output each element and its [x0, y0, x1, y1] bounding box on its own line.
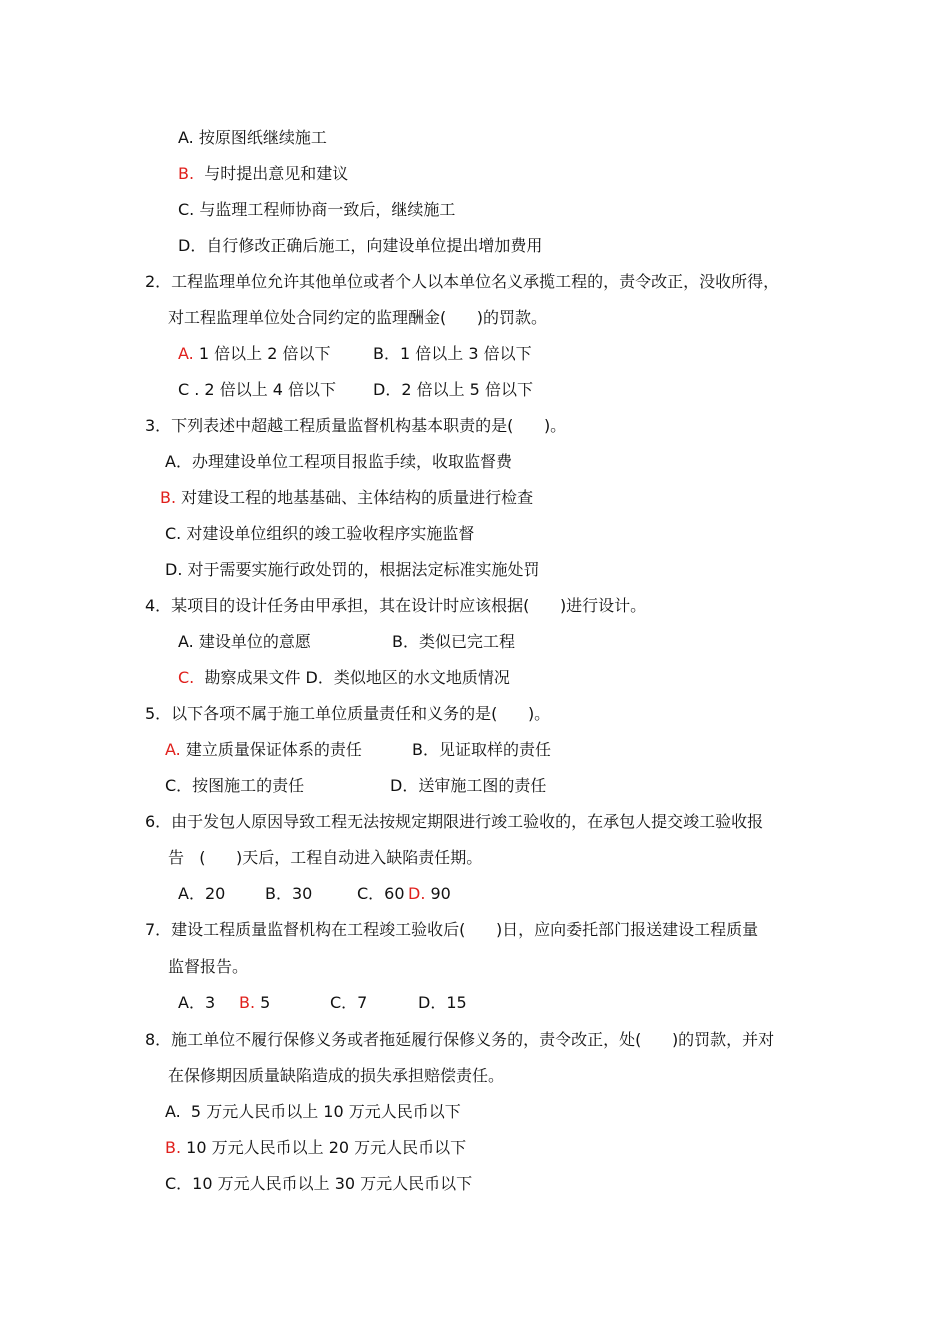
q7-stem-line2: 监督报告。	[168, 957, 249, 976]
option-text: 与时提出意见和建议	[204, 164, 349, 183]
q4-option-b: B．类似已完工程	[392, 632, 515, 651]
q6-option-d	[408, 884, 451, 904]
answer-label: B.	[165, 1138, 182, 1157]
q1-option-c: C. 与监理工程师协商一致后，继续施工	[178, 200, 456, 219]
q8-option-a: A. 5 万元人民币以上 10 万元人民币以下	[165, 1102, 461, 1121]
q2-option-d: D．2 倍以上 5 倍以下	[373, 380, 533, 399]
q2-stem-line2: 对工程监理单位处合同约定的监理酬金( )的罚款。	[168, 308, 548, 327]
q2-stem-line1: 2．工程监理单位允许其他单位或者个人以本单位名义承揽工程的，责令改正，没收所得，	[145, 272, 780, 291]
q5-option-a	[165, 740, 362, 760]
q7-stem-line1: 7．建设工程质量监督机构在工程竣工验收后( )日，应向委托部门报送建设工程质量	[145, 920, 759, 939]
answer-label: A.	[178, 344, 194, 363]
q6-stem-line1: 6．由于发包人原因导致工程无法按规定期限进行竣工验收的，在承包人提交竣工验收报	[145, 812, 764, 831]
q4-option-c	[178, 668, 510, 688]
q1-option-b	[178, 164, 348, 184]
q3-option-b	[160, 488, 533, 508]
q5-option-b: B．见证取样的责任	[412, 740, 551, 759]
option-text: 5	[260, 993, 271, 1012]
q1-option-d: D．自行修改正确后施工，向建设单位提出增加费用	[178, 236, 543, 255]
answer-label: D.	[408, 884, 426, 903]
q2-option-a	[178, 344, 330, 364]
q8-stem-line1: 8．施工单位不履行保修义务或者拖延履行保修义务的，责令改正，处( )的罚款，并对	[145, 1030, 775, 1049]
q7-option-c: C．7	[330, 993, 368, 1012]
answer-label: B.	[178, 164, 195, 183]
q4-stem: 4．某项目的设计任务由甲承担，其在设计时应该根据( )进行设计。	[145, 596, 647, 615]
q2-option-b: B．1 倍以上 3 倍以下	[373, 344, 532, 363]
q6-option-a: A．20	[178, 884, 226, 903]
option-text: 对建设工程的地基基础、主体结构的质量进行检查	[181, 488, 534, 507]
option-text: 勘察成果文件 D．类似地区的水文地质情况	[204, 668, 510, 687]
option-text: 10 万元人民币以上 20 万元人民币以下	[186, 1138, 467, 1157]
q3-option-c: C. 对建设单位组织的竣工验收程序实施监督	[165, 524, 475, 543]
answer-label: A.	[165, 740, 181, 759]
q1-option-a: A. 按原图纸继续施工	[178, 128, 327, 147]
q8-option-b	[165, 1138, 466, 1158]
option-text: 90	[430, 884, 451, 903]
q5-option-c: C．按图施工的责任	[165, 776, 305, 795]
q8-stem-line2: 在保修期因质量缺陷造成的损失承担赔偿责任。	[168, 1066, 505, 1085]
q7-option-b	[239, 993, 270, 1013]
q5-option-d: D．送审施工图的责任	[390, 776, 547, 795]
answer-label: B.	[160, 488, 177, 507]
q7-option-d: D．15	[418, 993, 467, 1012]
option-text: 1 倍以上 2 倍以下	[198, 344, 331, 363]
answer-label: B.	[239, 993, 256, 1012]
q4-option-a: A. 建设单位的意愿	[178, 632, 311, 651]
q6-option-c: C．60	[357, 884, 405, 903]
q6-option-b: B．30	[265, 884, 313, 903]
q3-option-d: D. 对于需要实施行政处罚的，根据法定标准实施处罚	[165, 560, 540, 579]
q5-stem: 5．以下各项不属于施工单位质量责任和义务的是( )。	[145, 704, 551, 723]
q6-stem-line2: 告 ( )天后，工程自动进入缺陷责任期。	[168, 848, 483, 867]
answer-label: C.	[178, 668, 195, 687]
q3-option-a: A．办理建设单位工程项目报监手续，收取监督费	[165, 452, 512, 471]
q2-option-c: C . 2 倍以上 4 倍以下	[178, 380, 337, 399]
q8-option-c: C．10 万元人民币以上 30 万元人民币以下	[165, 1174, 473, 1193]
q3-stem: 3．下列表述中超越工程质量监督机构基本职责的是( )。	[145, 416, 567, 435]
q7-option-a: A．3	[178, 993, 216, 1012]
option-text: 建立质量保证体系的责任	[185, 740, 362, 759]
